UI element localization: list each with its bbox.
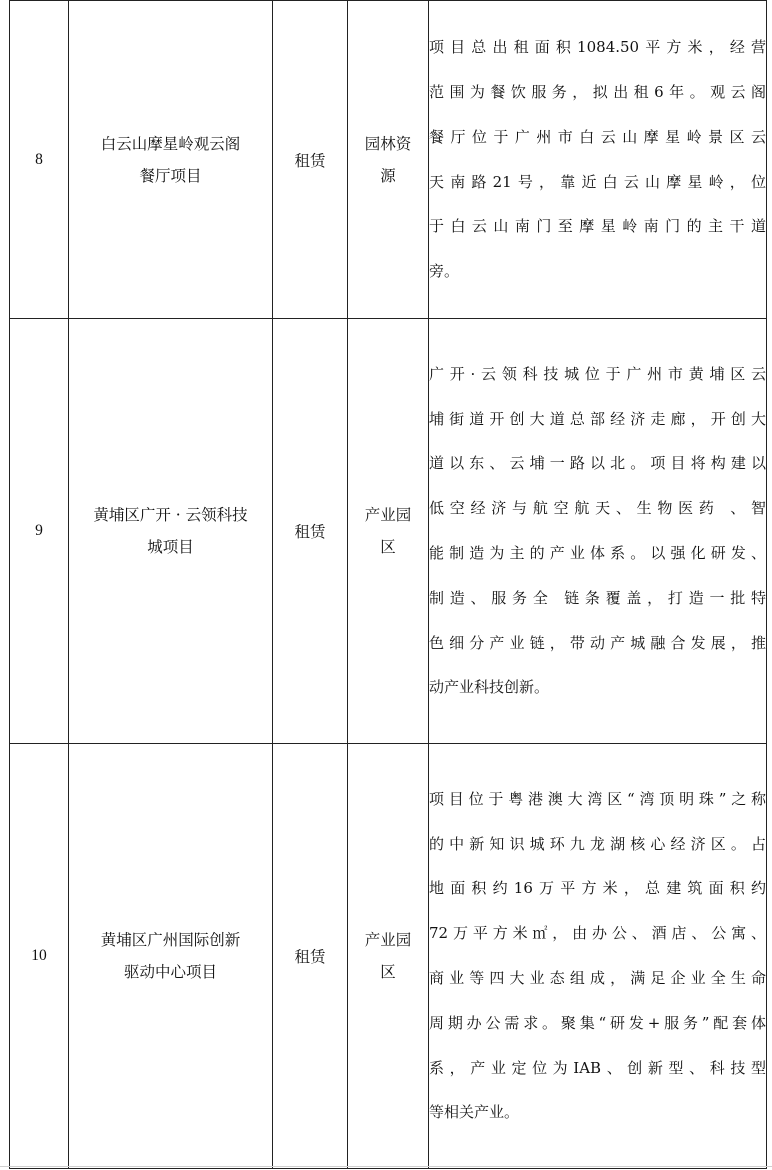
project-name xyxy=(69,319,273,744)
description-line: 系，产业定位为IAB、创新型、科技型 xyxy=(429,1058,766,1077)
description-line: 于白云山南门至摩星岭南门的主干道 xyxy=(429,217,766,236)
asset-category-line: 区 xyxy=(380,963,396,981)
description-line: 埔街道开创大道总部经济走廊，开创大 xyxy=(429,409,766,428)
project-name-line: 驱动中心项目 xyxy=(123,963,217,981)
description-line: 商业等四大业态组成，满足企业全生命 xyxy=(429,969,766,987)
project-description xyxy=(429,744,767,1169)
asset-category-line: 产业园 xyxy=(364,931,412,949)
page-bottom-divider xyxy=(0,1166,772,1167)
asset-category xyxy=(348,744,429,1169)
project-name xyxy=(69,1,273,319)
asset-category-line: 产业园 xyxy=(364,506,412,524)
asset-category-line: 区 xyxy=(380,538,396,556)
description-line: 项目位于粤港澳大湾区“湾顶明珠”之称 xyxy=(429,789,766,808)
row-number: 10 xyxy=(10,744,69,1169)
asset-category xyxy=(348,1,429,319)
table-row xyxy=(10,319,767,744)
table-row xyxy=(10,1,767,319)
transaction-type: 租赁 xyxy=(273,1,348,319)
description-line: 色细分产业链，带动产城融合发展，推 xyxy=(429,633,766,652)
project-name xyxy=(69,744,273,1169)
project-name-line: 城项目 xyxy=(147,538,194,556)
description-line: 道以东、云埔一路以北。项目将构建以 xyxy=(429,454,766,473)
asset-category xyxy=(348,319,429,744)
project-name-line: 黄埔区广开 · 云领科技 xyxy=(93,506,248,524)
description-line: 广开·云领科技城位于广州市黄埔区云 xyxy=(429,364,766,383)
row-number: 9 xyxy=(10,319,69,744)
project-name-line: 餐厅项目 xyxy=(139,166,202,185)
transaction-type: 租赁 xyxy=(273,319,348,744)
description-line: 餐厅位于广州市白云山摩星岭景区云 xyxy=(429,127,766,146)
description-line: 动产业科技创新。 xyxy=(429,678,550,697)
project-description xyxy=(429,319,767,744)
description-line: 制造、服务全 链条覆盖，打造一批特 xyxy=(429,588,766,607)
transaction-type: 租赁 xyxy=(273,744,348,1169)
description-line: 低空经济与航空航天、生物医药 、智 xyxy=(429,499,766,518)
project-name-line: 白云山摩星岭观云阁 xyxy=(100,134,241,153)
description-line: 等相关产业。 xyxy=(429,1103,520,1122)
project-name-line: 黄埔区广州国际创新 xyxy=(100,931,241,949)
project-table xyxy=(9,0,767,1169)
description-line: 周期办公需求。聚集“研发+服务”配套体 xyxy=(429,1013,766,1032)
description-line: 72万平方米㎡，由办公、酒店、公寓、 xyxy=(429,924,766,943)
description-line: 天南路21号，靠近白云山摩星岭，位 xyxy=(429,172,766,191)
description-line: 的中新知识城环九龙湖核心经济区。占 xyxy=(429,834,766,853)
description-line: 范围为餐饮服务，拟出租6年。观云阁 xyxy=(429,82,766,101)
row-number: 8 xyxy=(10,1,69,319)
description-line: 项目总出租面积1084.50平方米，经营 xyxy=(429,38,766,57)
asset-category-line: 园林资 xyxy=(364,134,412,153)
table-row xyxy=(10,744,767,1169)
description-line: 地面积约16万平方米，总建筑面积约 xyxy=(429,879,766,898)
description-line: 旁。 xyxy=(429,262,460,281)
project-description xyxy=(429,1,767,319)
asset-category-line: 源 xyxy=(380,166,396,185)
description-line: 能制造为主的产业体系。以强化研发、 xyxy=(429,544,766,562)
